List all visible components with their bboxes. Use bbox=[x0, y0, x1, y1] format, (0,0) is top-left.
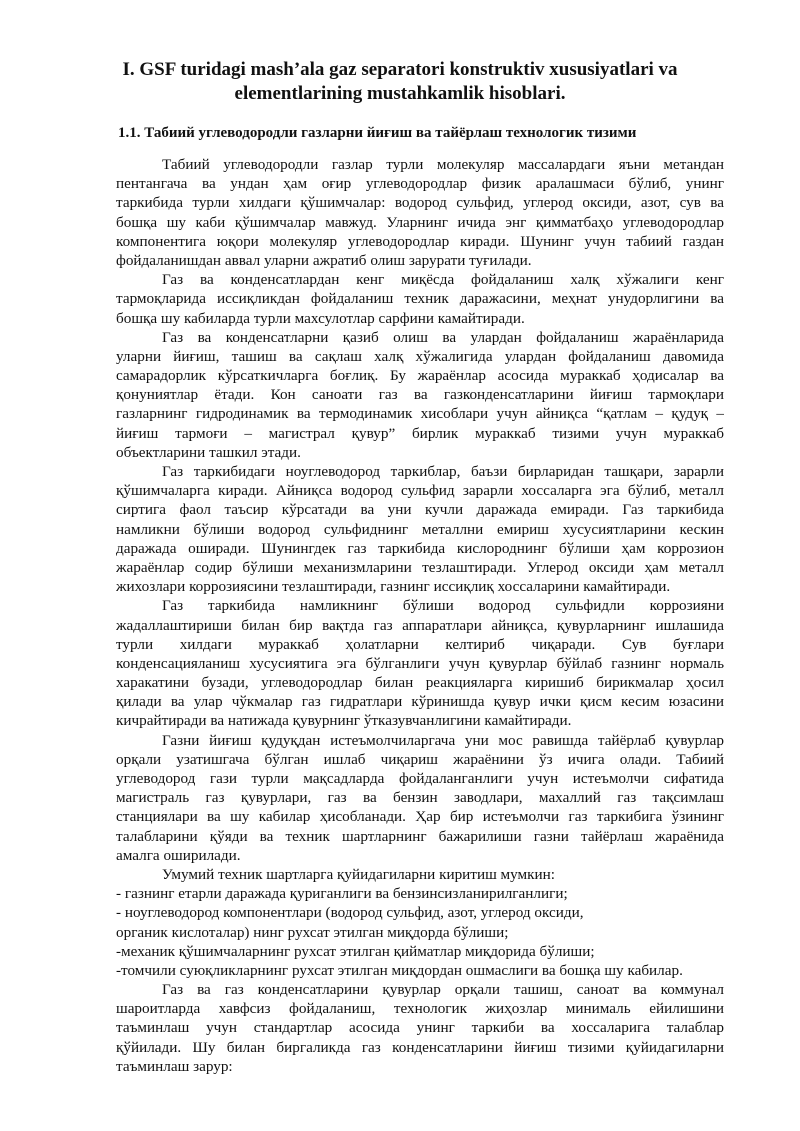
paragraph-line: уларни йиғиш, ташиш ва сақлаш халқ хўжалигида улардан фойдаланиш давомида bbox=[116, 347, 724, 365]
paragraph-line: амалга оширилади. bbox=[116, 846, 241, 864]
paragraph-line: самарадорлик кўрсаткичларга боғлиқ. Бу жараёнлар асосида мураккаб ҳодисалар ва bbox=[116, 367, 724, 385]
paragraph-line: орқали узатишгача бўлган ишлаб чиқариш жараёнини ўз ичига олади. Табиий bbox=[116, 750, 724, 768]
paragraph-line: талабларини қўяди ва техник шартларнинг бажарилиши газни тайёрлаш жараёнида bbox=[116, 827, 724, 845]
body-text bbox=[116, 155, 724, 1076]
requirements-list bbox=[116, 884, 724, 980]
paragraph-line: тармоқларида иссиқликдан фойдаланиш техник даражасини, меҳнат унудорлигини ва bbox=[116, 290, 724, 308]
paragraph-line: қўйилади. Шу билан биргаликда газ конденсатларини йиғиш тизими қуйидагиларни bbox=[116, 1038, 724, 1056]
paragraph-line: Газ ва газ конденсатларини қувурлар орқали ташиш, саноат ва коммунал bbox=[162, 981, 724, 999]
paragraph-line: жихозлари коррозиясини тезлаштиради, газнинг иссиқлиқ хоссаларини камайтиради. bbox=[116, 578, 671, 596]
paragraph-line: магистраль газ қувурлари, газ ва бензин заводлари, махаллий газ тақсимлаш bbox=[116, 789, 724, 807]
paragraph-line: пентангача ва ундан ҳам оғир углеводородлар физик аралашмаси бўлиб, унинг bbox=[116, 175, 724, 193]
paragraph-line: фойдаланишдан аввал уларни ажратиб олиш зарурати туғилади. bbox=[116, 251, 532, 269]
paragraph-line: сиртига фаол таъсир кўрсатади ва уни кучли даражада емиради. Газ таркибида bbox=[116, 501, 724, 519]
paragraph bbox=[116, 462, 724, 596]
paragraph bbox=[116, 270, 724, 328]
paragraph-line: даражада оширади. Шунингдек газ таркибида кислороднинг бўлиши ҳам коррозион bbox=[116, 539, 724, 557]
paragraph-line: станциялари ва шу кабилар ҳисобланади. Ҳар бир истеъмолчи газ таркибига ўзининг bbox=[116, 808, 724, 826]
paragraph-line: қонуниятлар ётади. Кон саноати газ ва газконденсатларини йиғиш тармоқлари bbox=[116, 386, 724, 404]
paragraph-line: бошқа шу кабиларда турли махсулотлар сарфини камайтиради. bbox=[116, 309, 525, 327]
paragraph-line: конденсацияланиш хусусиятига эга бўлганлиги учун қувурлар бўйлаб газнинг нормаль bbox=[116, 654, 724, 672]
chapter-title-line-2: elementlarining mustahkamlik hisoblari. bbox=[234, 83, 566, 104]
paragraph-line: харакатини бузади, углеводородлар билан реакцияларга киришиб бирикмалар ҳосил bbox=[116, 674, 724, 692]
paragraph-line: қилади ва улар чўкмалар газ гидратлари кўринишда қувур ички қисм кесим юзасини bbox=[116, 693, 724, 711]
paragraph-line: таркибида турли хилдаги қўшимчалар: водород сульфид, углерод оксиди, азот, сув ва bbox=[116, 194, 724, 212]
list-item: - газнинг етарли даражада қуриганлиги ва бензинсизланирилганлиги; bbox=[116, 885, 568, 903]
paragraph-line: қўшимчаларга киради. Айниқса водород сульфид зарарли хоссаларга эга бўлиб, металл bbox=[116, 482, 724, 500]
chapter-number: I. bbox=[122, 59, 135, 80]
paragraph bbox=[116, 155, 724, 270]
list-item: -механик қўшимчаларнинг рухсат этилган қийматлар миқдорида бўлиши; bbox=[116, 942, 595, 960]
paragraph-line: Газни йиғиш қудуқдан истеъмолчиларгача уни мос равишда тайёрлаб қувурлар bbox=[162, 731, 724, 749]
paragraph-line: объектларини ташкил этади. bbox=[116, 443, 301, 461]
paragraph bbox=[116, 596, 724, 730]
paragraph-line: таъминлаш зарур: bbox=[116, 1057, 233, 1075]
paragraph-line: турли хилдаги мураккаб ҳолатларни келтириб чиқаради. Сув буғлари bbox=[116, 635, 724, 653]
paragraph bbox=[116, 980, 724, 1076]
chapter-title bbox=[115, 58, 685, 106]
paragraph-line: йиғиш тармоғи – магистрал қувур” бирлик мураккаб тизими учун мураккаб bbox=[116, 424, 724, 442]
paragraph-line: жараёнлар содир бўлиши механизмларини тезлаштиради. Углерод оксиди ҳам металл bbox=[116, 558, 724, 576]
paragraph-line: шароитларда хавфсиз фойдаланиш, технологик жиҳозлар минималь ейилишини bbox=[116, 1000, 724, 1018]
paragraph-line: Умумий техник шартларга қуйидагиларни киритиш мумкин: bbox=[162, 865, 556, 883]
paragraph-line: углеводород гази турли мақсадларда фойдаланганлиги учун истеъмолчи сифатида bbox=[116, 770, 724, 787]
paragraph-line: компонентига юқори молекуляр углеводородлар киради. Шунинг учун табиий газдан bbox=[116, 232, 724, 250]
paragraph-line: кичрайтиради ва натижада қувурнинг ўтказувчанлигини камайтиради. bbox=[116, 712, 572, 730]
paragraph-line: Газ ва конденсатларни қазиб олиш ва улардан фойдаланиш жараёнларида bbox=[162, 328, 724, 346]
paragraph bbox=[116, 731, 724, 865]
paragraph-line: Газ таркибида намликнинг бўлиши водород сульфидли коррозияни bbox=[162, 597, 724, 615]
paragraph bbox=[116, 865, 724, 884]
section-title: 1.1. Табиий углеводородли газларни йиғиш ва тайёрлаш технологик тизими bbox=[118, 125, 637, 141]
paragraph-line: таъминлаш учун стандартлар асосида унинг таркиби ва хоссаларига талаблар bbox=[116, 1019, 724, 1037]
list-item: -томчили суюқликларнинг рухсат этилган миқдордан ошмаслиги ва бошқа шу кабилар. bbox=[116, 961, 683, 979]
paragraph-line: намликни бўлиши водород сульфиднинг металлни емириш хусусиятларини кескин bbox=[116, 520, 724, 538]
list-item: органик кислоталар) нинг рухсат этилган миқдорда бўлиши; bbox=[116, 923, 509, 941]
paragraph-line: Газ ва конденсатлардан кенг миқёсда фойдаланиш халқ хўжалиги кенг bbox=[162, 271, 724, 289]
paragraph-line: газларнинг гидродинамик ва термодинамик хисоблари учун айниқса “қатлам – қудуқ – bbox=[116, 405, 724, 423]
paragraph-line: Табиий углеводородли газлар турли молекуляр массалардаги яъни метандан bbox=[162, 156, 724, 173]
paragraph bbox=[116, 328, 724, 462]
paragraph-line: Газ таркибидаги ноуглеводород таркиблар, баъзи бирларидан ташқари, зарарли bbox=[162, 463, 724, 480]
paragraph-line: бошқа шу каби қўшимчалар мавжуд. Уларнинг ичида энг қимматбаҳо углеводородлар bbox=[116, 213, 724, 231]
paragraph-line: жадаллаштириши билан бир вақтда газ аппаратлари айниқса, қувурларнинг ишлашида bbox=[116, 616, 724, 634]
chapter-title-line-1: GSF turidagi mash’ala gaz separatori konstruktiv xususiyatlari va bbox=[139, 59, 678, 80]
list-item: - ноуглеводород компонентлари (водород сульфид, азот, углерод оксиди, bbox=[116, 904, 584, 922]
